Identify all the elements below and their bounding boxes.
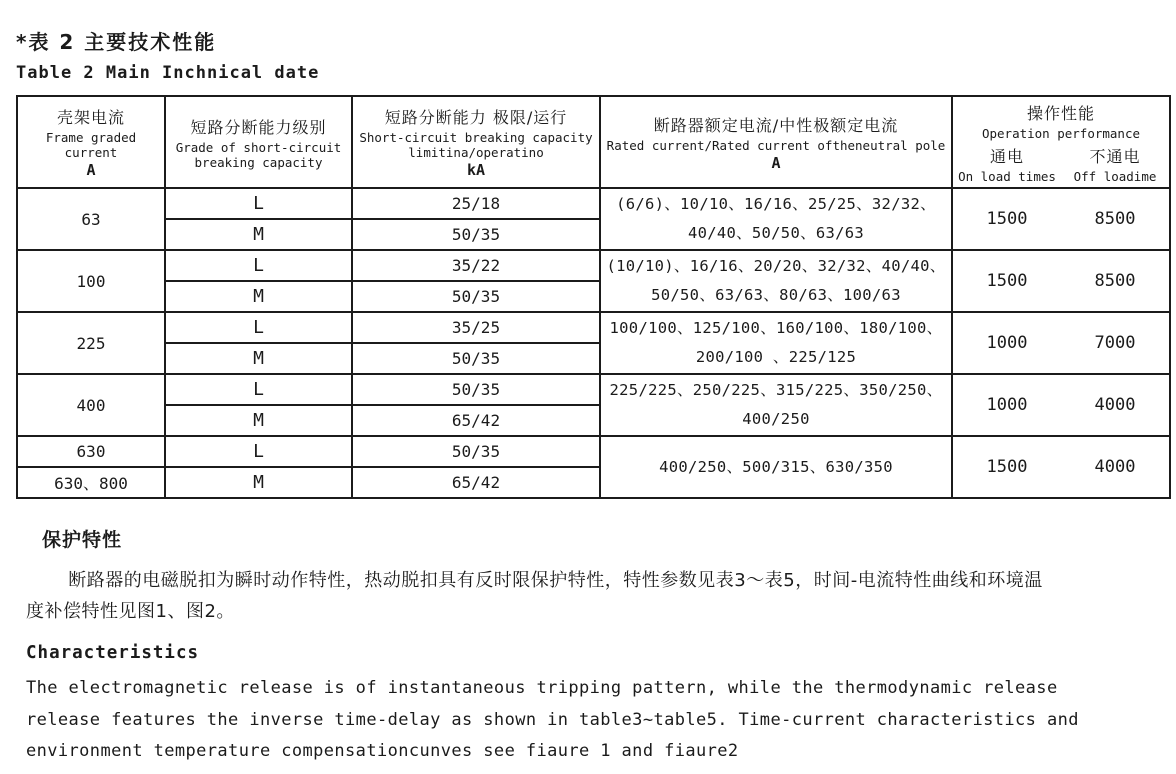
operation-cell xyxy=(952,250,1170,312)
off-load-value: 4000 xyxy=(1094,395,1136,415)
capacity-cell: 65/42 xyxy=(352,405,600,436)
capacity-cell: 50/35 xyxy=(352,281,600,312)
main-technical-table xyxy=(16,95,1171,499)
off-load-value: 8500 xyxy=(1094,209,1136,229)
protection-paragraph-zh: 断路器的电磁脱扣为瞬时动作特性，热动脱扣具有反时限保护特性，特性参数见表3～表5，时间-电流特性曲线和环境温度补偿特性见图1、图2。 xyxy=(26,570,1043,622)
grade-cell: M xyxy=(165,219,352,250)
grade-cell: M xyxy=(165,281,352,312)
on-load-value: 1000 xyxy=(986,333,1028,353)
table-title-zh: *表 2 主要技术性能 xyxy=(16,30,217,54)
grade-cell: M xyxy=(165,405,352,436)
frame-current-cell: 400 xyxy=(17,374,165,436)
rated-current-cell: 225/225、250/225、315/225、350/250、400/250 xyxy=(600,374,952,436)
table-row xyxy=(17,436,1170,467)
header-off-load-en: Off loadime xyxy=(1073,168,1157,184)
off-load-value: 8500 xyxy=(1094,271,1136,291)
capacity-cell: 50/35 xyxy=(352,343,600,374)
capacity-cell: 65/42 xyxy=(352,467,600,498)
rated-current-cell: 100/100、125/100、160/100、180/100、200/100 、225/125 xyxy=(600,312,952,374)
capacity-cell: 25/18 xyxy=(352,188,600,219)
capacity-cell: 50/35 xyxy=(352,219,600,250)
header-capacity-en: Short-circuit breaking capacity limitina/operatino xyxy=(359,130,593,160)
frame-current-cell: 630 xyxy=(17,436,165,467)
capacity-cell: 50/35 xyxy=(352,374,600,405)
capacity-cell: 35/25 xyxy=(352,312,600,343)
capacity-cell: 35/22 xyxy=(352,250,600,281)
header-capacity-unit: kA xyxy=(466,161,486,179)
header-frame-zh: 壳架电流 xyxy=(56,108,125,127)
protection-paragraph-en: The electromagnetic release is of instantaneous tripping pattern, while the thermodynamic release release features the inverse time-delay as shown in table3~table5. Time-current characteristics and environment temperature compensationcunves see fiaure 1 and fiaure2 xyxy=(26,678,1079,762)
grade-cell: M xyxy=(165,343,352,374)
table-title-en: Table 2 Main Inchnical date xyxy=(16,63,320,83)
frame-current-cell: 630、800 xyxy=(17,467,165,498)
header-cell-capacity xyxy=(352,96,600,188)
grade-cell: M xyxy=(165,467,352,498)
header-on-load xyxy=(953,144,1061,184)
header-grade-zh: 短路分断能力级别 xyxy=(190,117,327,137)
grade-cell: L xyxy=(165,312,352,343)
grade-cell: L xyxy=(165,188,352,219)
header-on-load-en: On load times xyxy=(958,168,1056,184)
header-frame-unit: A xyxy=(86,161,96,179)
operation-cell xyxy=(952,436,1170,498)
header-row xyxy=(17,96,1170,188)
operation-cell xyxy=(952,374,1170,436)
table-row xyxy=(17,250,1170,281)
frame-current-cell: 63 xyxy=(17,188,165,250)
header-frame-en: Frame graded current xyxy=(45,130,137,160)
header-rated-en: Rated current/Rated current oftheneutral pole xyxy=(606,137,946,153)
header-cell-frame xyxy=(17,96,165,188)
operation-cell xyxy=(952,188,1170,250)
grade-cell: L xyxy=(165,374,352,405)
protection-heading-en: Characteristics xyxy=(26,643,200,664)
table-row xyxy=(17,188,1170,219)
frame-current-cell: 100 xyxy=(17,250,165,312)
header-operation-en: Operation performance xyxy=(981,125,1141,141)
on-load-value: 1500 xyxy=(986,457,1028,477)
header-operation-subcolumns xyxy=(953,144,1169,184)
header-cell-operation xyxy=(952,96,1170,188)
frame-current-cell: 225 xyxy=(17,312,165,374)
header-off-load-zh: 不通电 xyxy=(1089,146,1141,166)
header-operation-zh: 操作性能 xyxy=(1026,103,1095,123)
operation-cell xyxy=(952,312,1170,374)
rated-current-cell: (6/6)、10/10、16/16、25/25、32/32、40/40、50/50、63/63 xyxy=(600,188,952,250)
header-cell-rated xyxy=(600,96,952,188)
header-cell-grade xyxy=(165,96,352,188)
off-load-value: 4000 xyxy=(1094,457,1136,477)
on-load-value: 1500 xyxy=(986,209,1028,229)
header-grade-en: Grade of short-circuit breaking capacity xyxy=(175,139,342,170)
grade-cell: L xyxy=(165,436,352,467)
protection-heading-zh: 保护特性 xyxy=(42,529,123,551)
header-rated-zh: 断路器额定电流/中性极额定电流 xyxy=(653,115,899,135)
rated-current-cell: 400/250、500/315、630/350 xyxy=(600,436,952,498)
header-rated-unit: A xyxy=(771,153,781,172)
on-load-value: 1000 xyxy=(986,395,1028,415)
rated-current-cell: (10/10)、16/16、20/20、32/32、40/40、50/50、63/63、80/63、100/63 xyxy=(600,250,952,312)
header-on-load-zh: 通电 xyxy=(989,146,1024,166)
off-load-value: 7000 xyxy=(1094,333,1136,353)
table-row xyxy=(17,374,1170,405)
on-load-value: 1500 xyxy=(986,271,1028,291)
capacity-cell: 50/35 xyxy=(352,436,600,467)
table-row xyxy=(17,312,1170,343)
header-capacity-zh: 短路分断能力 极限/运行 xyxy=(384,108,568,127)
grade-cell: L xyxy=(165,250,352,281)
header-off-load xyxy=(1061,144,1169,184)
